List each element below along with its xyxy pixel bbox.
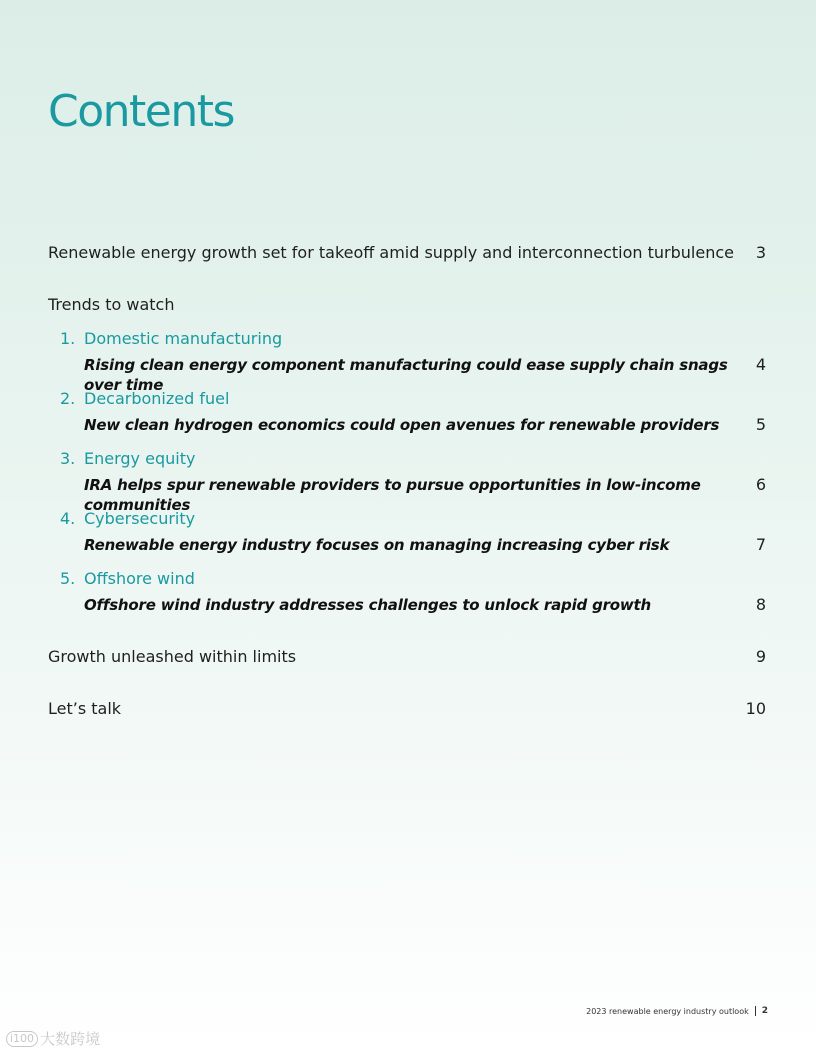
trend-number: 2. — [60, 389, 76, 408]
trend-subtitle-row[interactable] — [84, 535, 766, 555]
trend-name: Cybersecurity — [84, 509, 196, 528]
trend-number: 1. — [60, 329, 76, 348]
toc-entry-lets-talk[interactable] — [48, 699, 766, 719]
trend-name: Domestic manufacturing — [84, 329, 283, 348]
watermark-logo-icon: i100 — [6, 1031, 38, 1047]
trends-section-label: Trends to watch — [48, 295, 175, 314]
trend-subtitle: Renewable energy industry focuses on managing increasing cyber risk — [84, 536, 670, 554]
page-footer — [586, 1006, 768, 1016]
toc-entry-label: Renewable energy growth set for takeoff amid supply and interconnection turbulence — [48, 243, 734, 262]
footer-divider — [755, 1006, 756, 1016]
watermark-text: 大数跨境 — [40, 1030, 101, 1048]
trend-subtitle: Rising clean energy component manufacturing could ease supply chain snags over time — [84, 356, 728, 394]
trend-name: Offshore wind — [84, 569, 195, 588]
page-title: Contents — [48, 86, 234, 137]
toc-entry-intro[interactable] — [48, 243, 766, 263]
toc-entry-page: 4 — [755, 355, 766, 374]
toc-entry-page: 6 — [755, 475, 766, 494]
trend-subtitle: New clean hydrogen economics could open avenues for renewable providers — [84, 416, 720, 434]
trend-number: 4. — [60, 509, 76, 528]
toc-entry-page: 5 — [755, 415, 766, 434]
trend-number: 5. — [60, 569, 76, 588]
trend-number: 3. — [60, 449, 76, 468]
trend-item-offshore-wind[interactable] — [60, 569, 195, 589]
toc-entry-page: 8 — [755, 595, 766, 614]
trend-subtitle-row[interactable] — [84, 415, 766, 435]
toc-entry-label: Growth unleashed within limits — [48, 647, 297, 666]
toc-entry-page: 10 — [745, 699, 766, 718]
trend-item-energy-equity[interactable] — [60, 449, 195, 469]
trend-item-decarbonized-fuel[interactable] — [60, 389, 229, 409]
toc-entry-page: 7 — [755, 535, 766, 554]
watermark — [6, 1028, 100, 1049]
trend-subtitle-row[interactable] — [84, 595, 766, 615]
trend-subtitle: Offshore wind industry addresses challenges to unlock rapid growth — [84, 596, 652, 614]
trend-name: Decarbonized fuel — [84, 389, 230, 408]
toc-entry-growth[interactable] — [48, 647, 766, 667]
toc-entry-page: 3 — [755, 243, 766, 262]
footer-publication-title: 2023 renewable energy industry outlook — [586, 1006, 749, 1016]
trend-item-domestic-manufacturing[interactable] — [60, 329, 282, 349]
trend-name: Energy equity — [84, 449, 196, 468]
toc-entry-page: 9 — [755, 647, 766, 666]
trend-subtitle: IRA helps spur renewable providers to pursue opportunities in low-income communities — [84, 476, 701, 514]
footer-page-number: 2 — [761, 1006, 768, 1016]
trend-item-cybersecurity[interactable] — [60, 509, 195, 529]
toc-entry-label: Let’s talk — [48, 699, 122, 718]
